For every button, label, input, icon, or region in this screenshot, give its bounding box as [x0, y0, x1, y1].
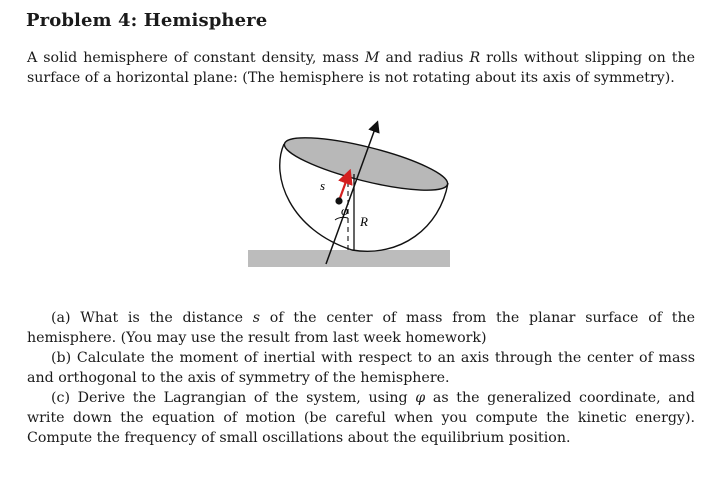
intro-text-2: and radius	[379, 50, 470, 66]
question-c-symbol: φ	[415, 390, 426, 406]
label-R: R	[360, 214, 368, 229]
intro-text-3: rolls without slipping on the surface of a horizontal plane: (The hemisphere is not rotating about its axis of symmetry).	[27, 50, 695, 86]
hemisphere-figure	[240, 118, 460, 278]
intro-text-1: A solid hemisphere of constant density, mass	[27, 50, 365, 66]
problem-title: Problem 4: Hemisphere	[26, 10, 268, 31]
question-a-text-2: of the center of mass from the planar surface of the hemisphere. (You may use the result from last week homework)	[27, 310, 695, 346]
radius-symbol: R	[469, 50, 481, 66]
question-c-text-1: (c) Derive the Lagrangian of the system, using	[51, 390, 416, 406]
question-a-symbol: s	[252, 310, 261, 326]
question-c-text-2: as the generalized coordinate, and write down the equation of motion (be careful when you compute the kinetic energy). Compute the frequency of small oscillations about the equilibrium position.	[27, 390, 695, 446]
question-b-text: (b) Calculate the moment of inertial with respect to an axis through the center of mass and orthogonal to the axis of symmetry of the hemisphere.	[27, 350, 695, 386]
mass-symbol: M	[364, 50, 380, 66]
question-a	[27, 308, 695, 348]
question-b	[27, 348, 695, 388]
problem-statement	[27, 48, 695, 88]
label-phi: φ	[341, 203, 349, 218]
question-c	[27, 388, 695, 448]
label-s: s	[320, 178, 326, 193]
ground-plane	[248, 250, 450, 267]
question-a-text-1: (a) What is the distance	[51, 310, 253, 326]
